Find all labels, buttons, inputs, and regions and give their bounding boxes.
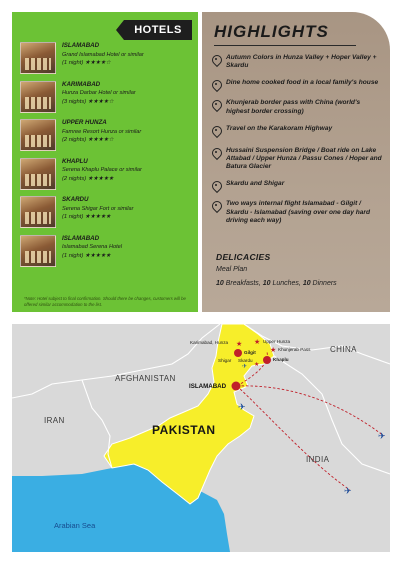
plane-icon: ✈ <box>344 487 352 497</box>
hotel-item <box>20 158 192 197</box>
hotel-name: Grand Islamabad Hotel or similar <box>62 51 144 58</box>
hotel-nights: (1 night) ★★★★★ <box>62 252 111 259</box>
hotel-item <box>20 235 192 274</box>
hotel-city: UPPER HUNZA <box>62 119 107 126</box>
highlight-text: Skardu and Shigar <box>226 180 285 188</box>
khunjerab-star-icon: ★ <box>270 346 277 354</box>
location-pin-icon <box>212 181 220 191</box>
highlights-panel <box>202 12 390 312</box>
hotel-nights: (2 nights) ★★★★☆ <box>62 137 114 144</box>
plane-icon: ✈ <box>378 432 386 442</box>
highlight-text: Dine home cooked food in a local family's house <box>226 79 379 87</box>
location-pin-icon <box>212 126 220 136</box>
highlight-item <box>212 125 382 136</box>
meal-plan-summary <box>216 280 337 287</box>
highlights-title: HIGHLIGHTS <box>214 22 329 41</box>
hotel-city: KHAPLU <box>62 157 88 165</box>
afghanistan-label: AFGHANISTAN <box>115 374 176 383</box>
hotel-nights: (3 nights) ★★★★☆ <box>62 98 114 105</box>
hotels-panel <box>12 12 198 312</box>
hotel-photo <box>20 196 56 228</box>
dinner-count: 10 <box>302 280 311 287</box>
breakfast-count: 10 <box>216 280 224 287</box>
route-map <box>12 324 390 552</box>
location-pin-icon <box>212 100 220 110</box>
hotel-note: *Note: Hotel subject to final confirmation. Should there be changes, customers will be offered similar accommodation to the list. <box>24 296 186 307</box>
arabian-sea-label: Arabian Sea <box>54 521 96 530</box>
pakistan-label: PAKISTAN <box>152 423 216 437</box>
plane-icon: ✈ <box>238 403 246 413</box>
hotels-tab: HOTELS <box>124 20 192 40</box>
shigar-label: Shigar <box>218 358 232 363</box>
hotel-nights: (2 nights) ★★★★★ <box>62 175 114 182</box>
hotel-city: SKARDU <box>62 196 89 203</box>
islamabad-label: ISLAMABAD <box>189 383 227 390</box>
khaplu-marker <box>263 356 271 364</box>
highlight-item <box>212 180 382 191</box>
china-label: CHINA <box>330 345 357 354</box>
location-pin-icon <box>212 80 220 90</box>
highlight-text: Hussaini Suspension Bridge / Boat ride on Lake Attabad / Upper Hunza / Passu Cones / Hoper and Batura Glacier <box>226 146 382 171</box>
lunch-label: Lunches, <box>270 280 303 287</box>
gilgit-marker <box>234 349 242 357</box>
skardu-label: Skardu <box>238 358 253 363</box>
hotel-photo <box>20 119 56 151</box>
highlight-text: Two ways internal flight Islamabad - Gilgit / Skardu - Islamabad (saving over one day hard driving each way) <box>226 200 371 224</box>
highlights-list <box>212 54 382 225</box>
map-graphic <box>12 324 390 552</box>
hotel-nights: (1 night) ★★★★☆ <box>62 60 111 67</box>
khaplu-label: Khaplu <box>273 357 289 362</box>
highlight-item <box>212 147 382 172</box>
hotel-name: Serena Khaplu Palace or similar <box>62 167 142 174</box>
meal-plan-label: Meal Plan <box>216 266 248 273</box>
location-pin-icon <box>212 148 220 158</box>
highlight-text: Khunjerab border pass with China (world's highest border crossing) <box>226 99 361 115</box>
hotel-city: ISLAMABAD <box>62 234 100 242</box>
hotel-item <box>20 42 192 81</box>
skardu-star-icon: ★ <box>254 361 260 368</box>
plane-icon: ✈ <box>242 363 248 370</box>
gilgit-label: Gilgit <box>244 350 256 355</box>
highlight-item <box>212 79 382 90</box>
delicacies-title: DELICACIES <box>216 252 271 262</box>
islamabad-marker <box>232 382 241 391</box>
breakfast-label: Breakfasts, <box>223 280 263 287</box>
hotel-photo <box>20 158 56 190</box>
hotel-item <box>20 196 192 235</box>
hotel-item <box>20 119 192 158</box>
khunjerab-label: Khunjerab Pass <box>278 347 311 352</box>
hotel-name: Famree Resort Hunza or similar <box>62 128 142 135</box>
highlight-item <box>212 54 382 70</box>
highlight-text: Autumn Colors in Hunza Valley + Hoper Valley + Skardu <box>226 54 377 70</box>
dinner-label: Dinners <box>310 280 337 287</box>
lunch-count: 10 <box>262 280 271 287</box>
iran-label: IRAN <box>44 416 65 425</box>
hotel-nights: (1 night) ★★★★★ <box>62 214 111 221</box>
hotel-name: Islamabad Serena Hotel <box>62 244 123 251</box>
hotel-city: KARIMABAD <box>62 80 101 88</box>
location-pin-icon <box>212 201 220 211</box>
highlights-divider <box>214 45 356 46</box>
highlight-item <box>212 99 382 115</box>
hotel-city: ISLAMABAD <box>62 42 100 49</box>
hotel-name: Serena Shigar Fort or similar <box>62 205 134 212</box>
hotel-name: Hunza Darbar Hotel or similar <box>62 90 136 97</box>
karimabad-label: Karimabad, Hunza <box>190 340 229 345</box>
location-pin-icon <box>212 55 220 65</box>
highlight-text: Travel on the Karakoram Highway <box>226 124 333 132</box>
highlight-item <box>212 200 382 225</box>
hotel-photo <box>20 42 56 74</box>
hotel-photo <box>20 235 56 267</box>
india-label: INDIA <box>306 455 330 464</box>
upper-hunza-label: Upper Hunza <box>263 339 291 344</box>
upper-hunza-star-icon: ★ <box>254 338 261 346</box>
hotel-photo <box>20 81 56 113</box>
hotel-item <box>20 81 192 120</box>
karimabad-star-icon: ★ <box>236 340 243 348</box>
hotel-list <box>20 42 192 273</box>
